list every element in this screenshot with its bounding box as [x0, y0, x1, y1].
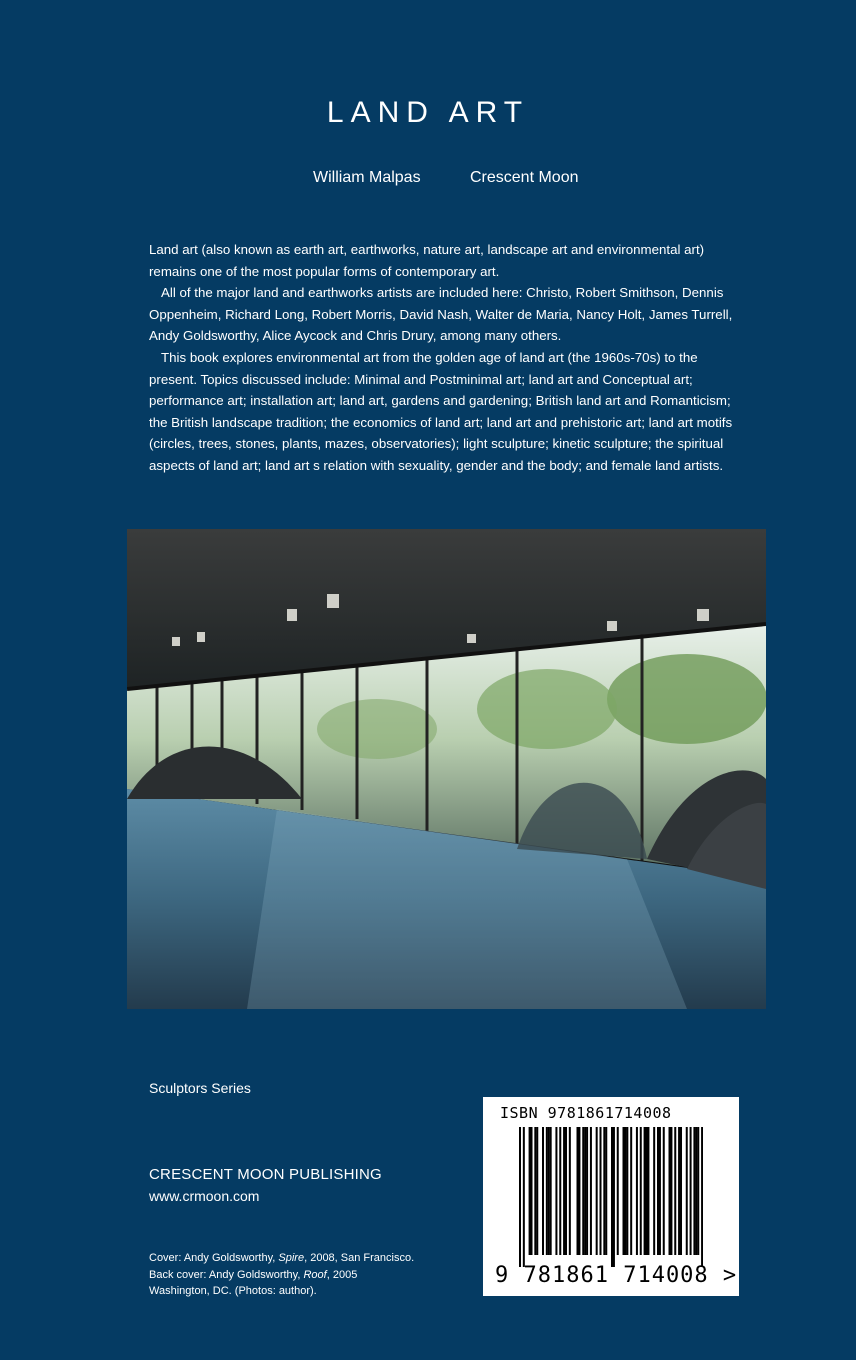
publisher-name: CRESCENT MOON PUBLISHING [149, 1166, 382, 1183]
barcode-bar [697, 1127, 699, 1255]
barcode-bar [690, 1127, 692, 1255]
publisher-website: www.crmoon.com [149, 1188, 260, 1204]
barcode-bar [659, 1127, 661, 1255]
barcode-bar [605, 1127, 607, 1255]
photo-credits [149, 1250, 449, 1300]
barcode-bar [523, 1127, 525, 1267]
barcode-bar [590, 1127, 592, 1255]
barcode-bar [596, 1127, 598, 1255]
barcode-bar [678, 1127, 680, 1255]
barcode-bar [519, 1127, 521, 1267]
barcode-bar [680, 1127, 682, 1255]
back-credit-title: Roof [303, 1268, 327, 1281]
barcode-bar [563, 1127, 565, 1255]
barcode-bar [657, 1127, 659, 1255]
barcode-bar [613, 1127, 615, 1267]
barcode-bar [640, 1127, 642, 1255]
barcode-bar [695, 1127, 697, 1255]
barcode-bar [546, 1127, 548, 1255]
barcode-bar [584, 1127, 586, 1255]
barcode-bar [623, 1127, 625, 1255]
barcode-bar [582, 1127, 584, 1255]
barcode-bar [644, 1127, 646, 1255]
isbn-label: ISBN 9781861714008 [500, 1104, 672, 1122]
barcode-bar [542, 1127, 544, 1255]
barcode-bar [603, 1127, 605, 1255]
cover-credit-title: Spire [278, 1252, 305, 1264]
barcode-bar [669, 1127, 671, 1255]
imprint-name: Crescent Moon [470, 169, 579, 186]
barcode-bar [686, 1127, 688, 1255]
cover-credit-suffix: , 2008, San Francisco. [304, 1252, 415, 1264]
barcode-bar [617, 1127, 619, 1255]
blurb-paragraph-3: This book explores environmental art from the golden age of land art (the 1960s-70s) to the present. Topics discussed include: Minimal and Postminimal art; land art and Conceptual art; performance art; installation art; land art, gardens and gardening; British land art and Romanticism; the British landscape tradition; the economics of land art; land art and prehistoric art; land art motifs (circles, trees, stones, plants, mazes, observatories); light sculpture; kinetic sculpture; the spiritual aspects of land art; land art s relation with sexuality, gender and the body; and female land artists. [149, 349, 733, 473]
barcode-bar [611, 1127, 613, 1267]
barcode-bar [565, 1127, 567, 1255]
barcode-bar [630, 1127, 632, 1255]
cover-credit-prefix: Cover: Andy Goldsworthy, [149, 1252, 279, 1264]
barcode-bar [600, 1127, 602, 1255]
back-credit-location: Washington, DC. (Photos: author). [149, 1285, 317, 1297]
book-title: LAND ART [326, 96, 530, 129]
back-credit-suffix: , 2005 [326, 1268, 358, 1281]
barcode-bar [578, 1127, 580, 1255]
barcode-bar [536, 1127, 538, 1255]
barcode-bar [534, 1127, 536, 1255]
barcode-bar [550, 1127, 552, 1255]
barcode-bar [674, 1127, 676, 1255]
barcode-bar [646, 1127, 648, 1255]
barcode-bar [555, 1127, 557, 1255]
blurb-paragraph-1: Land art (also known as earth art, earthworks, nature art, landscape art and environmental art) remains one of the most popular forms of contemporary art. [149, 242, 705, 279]
barcode-bar [569, 1127, 571, 1255]
barcode-bar [577, 1127, 579, 1255]
blurb-paragraph-2: All of the major land and earthworks artists are included here: Christo, Robert Smithson, Dennis Oppenheim, Richard Long, Robert Morris, David Nash, Walter de Maria, Nancy Holt, James Turrell, Andy Goldsworthy, Alice Aycock and Chris Drury, among many others. [149, 285, 733, 344]
barcode-bars [519, 1127, 703, 1267]
gallery-photo-illustration [127, 529, 766, 1009]
barcode-bar [624, 1127, 626, 1255]
barcode-bar [701, 1127, 703, 1267]
barcode-bar [531, 1127, 533, 1255]
barcode-bar [653, 1127, 655, 1255]
barcode-bar [693, 1127, 695, 1255]
back-credit-prefix: Back cover: Andy Goldsworthy, [149, 1268, 304, 1281]
series-name: Sculptors Series [149, 1080, 251, 1096]
barcode-bar [586, 1127, 588, 1255]
barcode-bar [626, 1127, 628, 1255]
barcode-bar [548, 1127, 550, 1255]
barcode-bar [529, 1127, 531, 1255]
back-cover-credit [149, 1267, 449, 1284]
ean-digits: 9 781861 714008 > [495, 1263, 738, 1288]
barcode-bar [670, 1127, 672, 1255]
cover-photo [127, 529, 766, 1009]
barcode-bar [559, 1127, 561, 1255]
author-name: William Malpas [313, 169, 421, 186]
cover-credit [149, 1250, 449, 1267]
blurb [149, 239, 741, 477]
barcode-bar [636, 1127, 638, 1255]
isbn-barcode [483, 1097, 739, 1296]
barcode-bar [663, 1127, 665, 1255]
barcode-bar [647, 1127, 649, 1255]
